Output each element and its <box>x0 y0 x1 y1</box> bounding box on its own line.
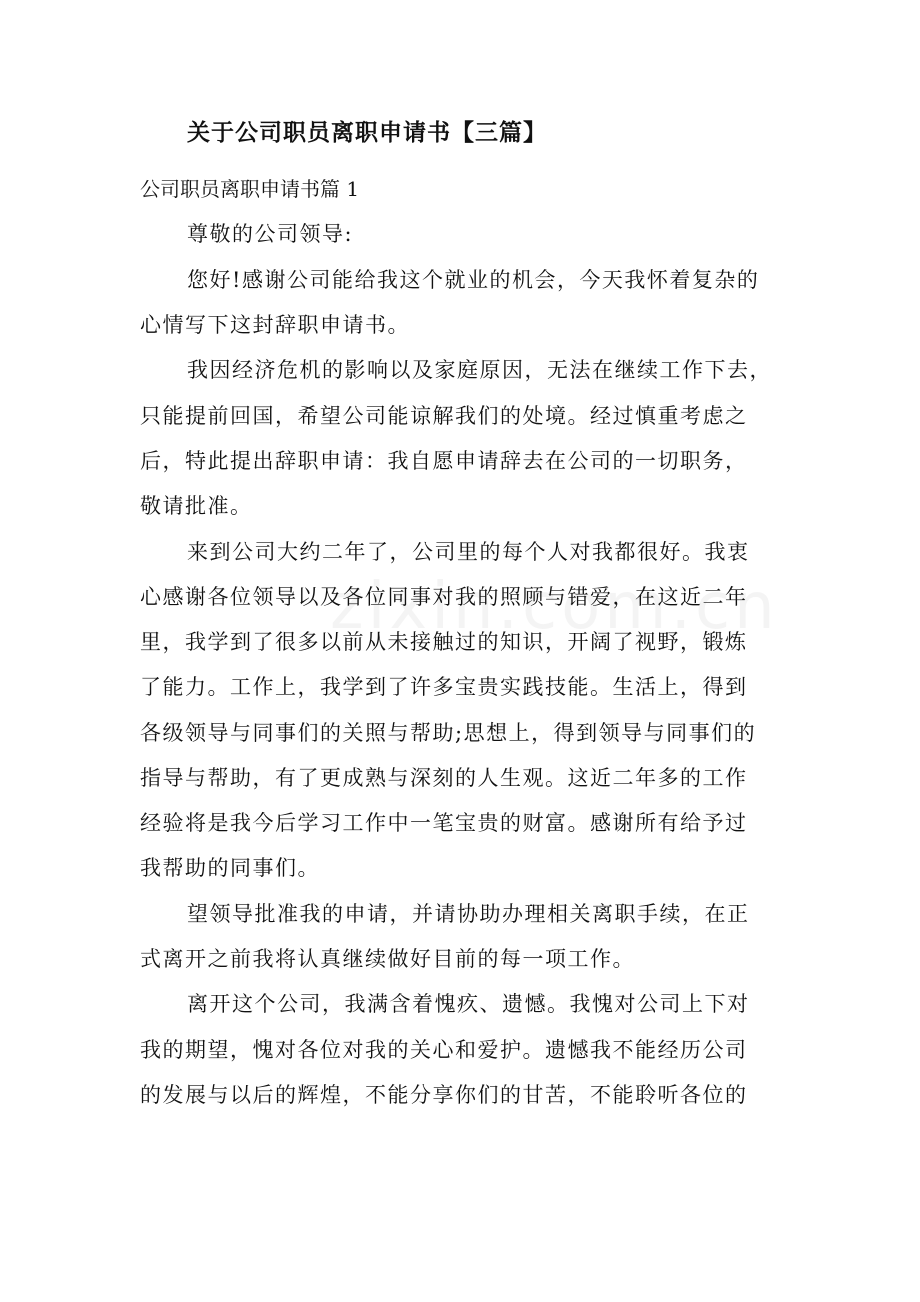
text-line: 心感谢各位领导以及各位同事对我的照顾与错爱，在这近二年 <box>140 585 748 609</box>
text-line: 望领导批准我的申请，并请协助办理相关离职手续，在正 <box>187 902 750 926</box>
document-title: 关于公司职员离职申请书【三篇】 <box>187 120 547 146</box>
text-line: 我的期望，愧对各位对我的关心和爱护。遗憾我不能经历公司 <box>140 1038 748 1062</box>
text-line: 我因经济危机的影响以及家庭原因，无法在继续工作下去， <box>187 358 772 382</box>
text-line: 敬请批准。 <box>140 494 253 518</box>
text-line: 只能提前回国，希望公司能谅解我们的处境。经过慎重考虑之 <box>140 404 748 428</box>
section-heading: 公司职员离职申请书篇 1 <box>140 177 360 201</box>
text-line: 指导与帮助，有了更成熟与深刻的人生观。这近二年多的工作 <box>140 766 748 790</box>
text-line: 式离开之前我将认真继续做好目前的每一项工作。 <box>140 947 635 971</box>
text-line: 心情写下这封辞职申请书。 <box>140 313 410 337</box>
text-line: 来到公司大约二年了，公司里的每个人对我都很好。我衷 <box>187 540 750 564</box>
text-line: 经验将是我今后学习工作中一笔宝贵的财富。感谢所有给予过 <box>140 811 748 835</box>
text-line: 后，特此提出辞职申请：我自愿申请辞去在公司的一切职务， <box>140 449 748 473</box>
text-line: 的发展与以后的辉煌，不能分享你们的甘苦，不能聆听各位的 <box>140 1083 748 1107</box>
salutation-line: 尊敬的公司领导: <box>187 222 354 246</box>
text-line: 里，我学到了很多以前从未接触过的知识，开阔了视野，锻炼 <box>140 630 748 654</box>
text-line: 离开这个公司，我满含着愧疚、遗憾。我愧对公司上下对 <box>187 992 750 1016</box>
text-line: 您好!感谢公司能给我这个就业的机会，今天我怀着复杂的 <box>187 268 760 292</box>
text-line: 了能力。工作上，我学到了许多宝贵实践技能。生活上，得到 <box>140 675 748 699</box>
text-line: 我帮助的同事们。 <box>140 856 320 880</box>
text-line: 各级领导与同事们的关照与帮助;思想上，得到领导与同事们的 <box>140 721 757 745</box>
